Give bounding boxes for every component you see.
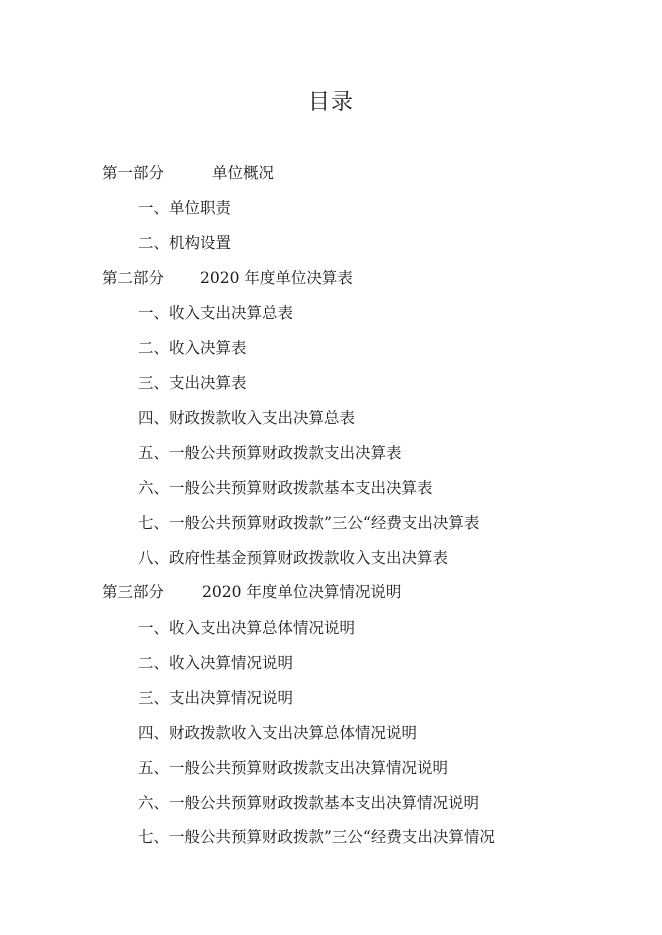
toc-item[interactable]: 七、一般公共预算财政拨款”三公“经费支出决算表 [138,514,480,532]
toc-item[interactable]: 三、支出决算表 [138,374,247,392]
toc-part-name: 2020 年度单位决算表 [200,269,353,287]
toc-item[interactable]: 一、收入支出决算总表 [138,304,294,322]
toc-part-label: 第一部分 [102,164,165,182]
toc-part-1[interactable] [102,162,274,184]
toc-item[interactable]: 五、一般公共预算财政拨款支出决算情况说明 [138,759,449,777]
toc-part-3[interactable] [102,581,401,603]
toc-part-label: 第二部分 [102,269,165,287]
toc-item[interactable]: 四、财政拨款收入支出决算总体情况说明 [138,724,418,742]
toc-item[interactable]: 七、一般公共预算财政拨款”三公“经费支出决算情况 [138,828,495,846]
toc-item[interactable]: 八、政府性基金预算财政拨款收入支出决算表 [138,549,449,567]
toc-item[interactable]: 二、机构设置 [138,234,232,252]
toc-item[interactable]: 三、支出决算情况说明 [138,689,294,707]
toc-part-label: 第三部分 [102,583,165,601]
toc-part-2[interactable] [102,267,353,289]
toc-part-name: 单位概况 [212,164,275,182]
toc-item[interactable]: 四、财政拨款收入支出决算总表 [138,409,356,427]
toc-item[interactable]: 二、收入决算情况说明 [138,654,294,672]
toc-part-name: 2020 年度单位决算情况说明 [202,583,402,601]
toc-item[interactable]: 六、一般公共预算财政拨款基本支出决算情况说明 [138,794,480,812]
toc-item[interactable]: 二、收入决算表 [138,339,247,357]
page-title: 目录 [307,90,354,115]
toc-item[interactable]: 六、一般公共预算财政拨款基本支出决算表 [138,479,433,497]
toc-item[interactable]: 一、收入支出决算总体情况说明 [138,619,356,637]
toc-item[interactable]: 一、单位职责 [138,199,232,217]
toc-item[interactable]: 五、一般公共预算财政拨款支出决算表 [138,444,402,462]
